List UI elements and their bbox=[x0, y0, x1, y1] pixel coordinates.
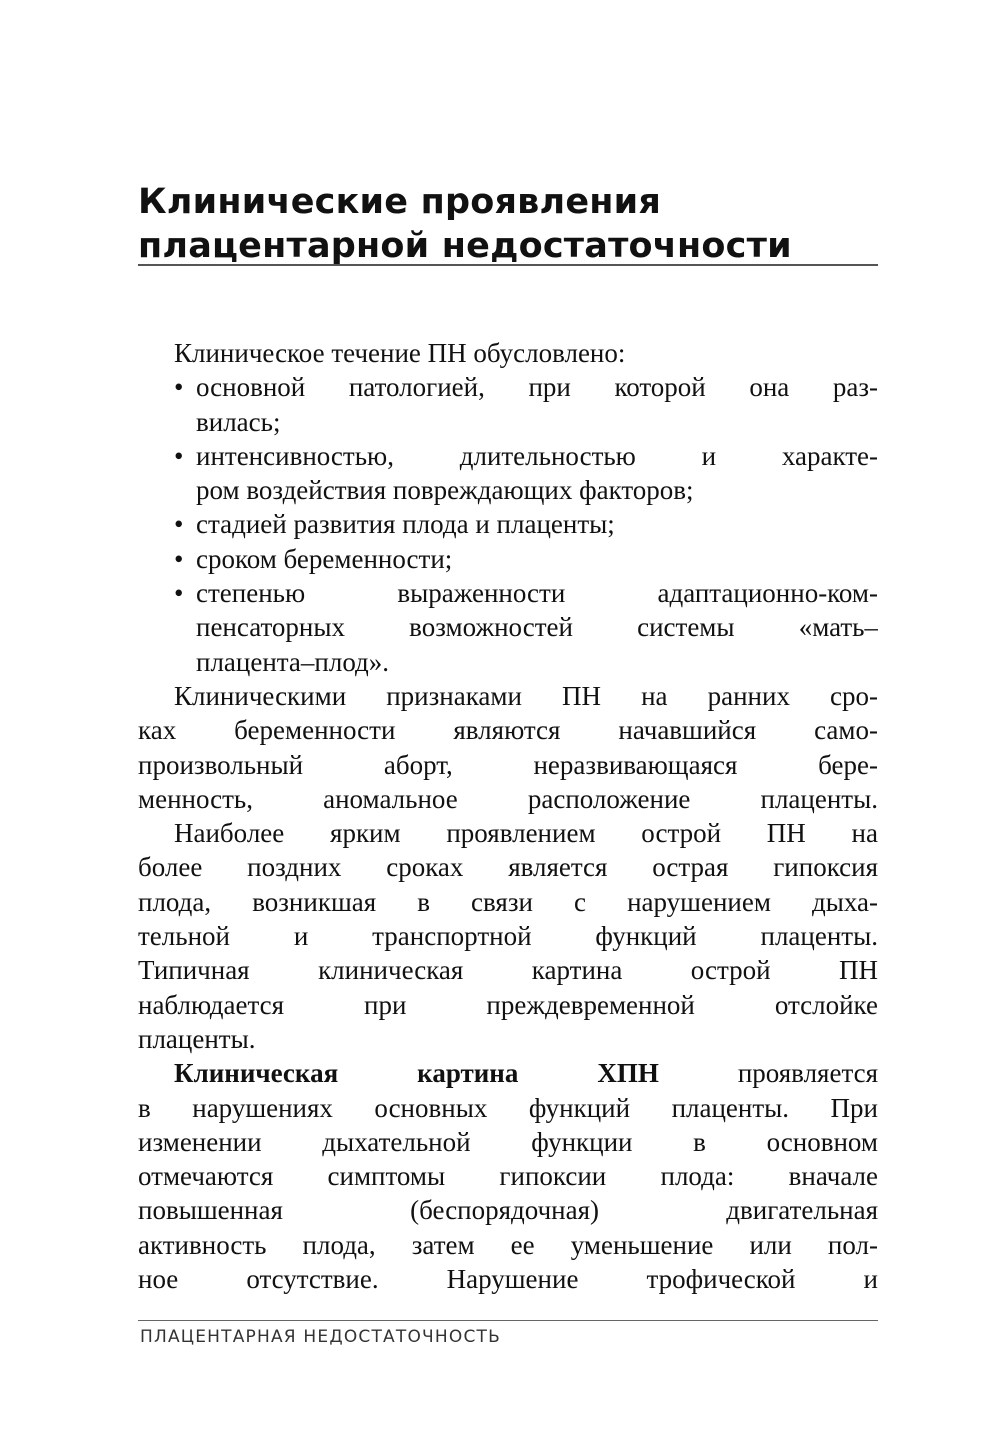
bullet-text: стадией развития плода и плаценты; bbox=[196, 509, 615, 540]
running-footer: ПЛАЦЕНТАРНАЯ НЕДОСТАТОЧНОСТЬ bbox=[140, 1327, 501, 1347]
paragraph-2-line-2: более поздних сроках является острая гипоксия bbox=[138, 852, 878, 883]
section-heading-line-1: Клинические проявления bbox=[138, 182, 662, 222]
bullet-item-5-line-2: пенсаторных возможностей системы «мать– bbox=[196, 612, 878, 643]
paragraph-3-line-3: изменении дыхательной функции в основном bbox=[138, 1126, 878, 1157]
bold-term: Клиническая картина ХПН bbox=[174, 1058, 659, 1089]
intro-line: Клиническое течение ПН обусловлено: bbox=[174, 338, 626, 368]
bullet-text: сроком беременности; bbox=[196, 543, 453, 574]
paragraph-3-line-7: ное отсутствие. Нарушение трофической и bbox=[138, 1264, 878, 1295]
paragraph-3-line-4: отмечаются симптомы гипоксии плода: вначале bbox=[138, 1161, 878, 1192]
section-heading bbox=[138, 180, 878, 268]
bullet-item-5-line-1 bbox=[138, 576, 878, 610]
footer-divider bbox=[138, 1320, 878, 1321]
paragraph-1-line-4: менность, аномальное расположение плаценты. bbox=[138, 783, 878, 814]
paragraph-3-line-5: повышенная (беспорядочная) двигательная bbox=[138, 1195, 878, 1226]
section-heading-line-2: плацентарной недостаточности bbox=[138, 226, 792, 266]
bullet-text: интенсивностью, длительностью и характе- bbox=[196, 440, 878, 471]
paragraph-3-line-1 bbox=[138, 1056, 878, 1090]
paragraph-3-line-1-rest: проявляется bbox=[658, 1058, 878, 1089]
bullet-item-2-line-2: ром воздействия повреждающих факторов; bbox=[196, 475, 694, 506]
paragraph-3-line-2: в нарушениях основных функций плаценты. При bbox=[138, 1092, 878, 1123]
bullet-item-1-line-1 bbox=[138, 370, 878, 404]
paragraph-2-line-1: Наиболее ярким проявлением острой ПН на bbox=[174, 818, 878, 849]
bullet-item-4-line-1 bbox=[138, 542, 878, 576]
bullet-item-5-line-3: плацента–плод». bbox=[196, 646, 390, 677]
body-text bbox=[138, 336, 878, 1296]
bullet-icon: • bbox=[174, 372, 184, 403]
paragraph-2-line-5: Типичная клиническая картина острой ПН bbox=[138, 955, 878, 986]
bullet-item-1-line-2: вилась; bbox=[196, 406, 281, 437]
bullet-text: основной патологией, при которой она раз- bbox=[196, 372, 878, 403]
bullet-icon: • bbox=[174, 578, 184, 609]
heading-divider bbox=[138, 264, 878, 266]
bullet-icon: • bbox=[174, 509, 184, 540]
paragraph-2-line-7: плаценты. bbox=[138, 1023, 256, 1054]
bullet-item-2-line-1 bbox=[138, 439, 878, 473]
paragraph-2-line-6: наблюдается при преждевременной отслойке bbox=[138, 989, 878, 1020]
bullet-text: степенью выраженности адаптационно-ком- bbox=[196, 578, 878, 609]
paragraph-1-line-3: произвольный аборт, неразвивающаяся бере- bbox=[138, 749, 878, 780]
bullet-icon: • bbox=[174, 440, 184, 471]
bullet-icon: • bbox=[174, 543, 184, 574]
paragraph-2-line-4: тельной и транспортной функций плаценты. bbox=[138, 921, 878, 952]
bullet-item-3-line-1 bbox=[138, 507, 878, 541]
paragraph-3-line-6: активность плода, затем ее уменьшение или пол- bbox=[138, 1229, 878, 1260]
paragraph-1-line-1: Клиническими признаками ПН на ранних сро- bbox=[174, 680, 878, 711]
paragraph-2-line-3: плода, возникшая в связи с нарушением дыха- bbox=[138, 886, 878, 917]
paragraph-1-line-2: ках беременности являются начавшийся само- bbox=[138, 715, 878, 746]
